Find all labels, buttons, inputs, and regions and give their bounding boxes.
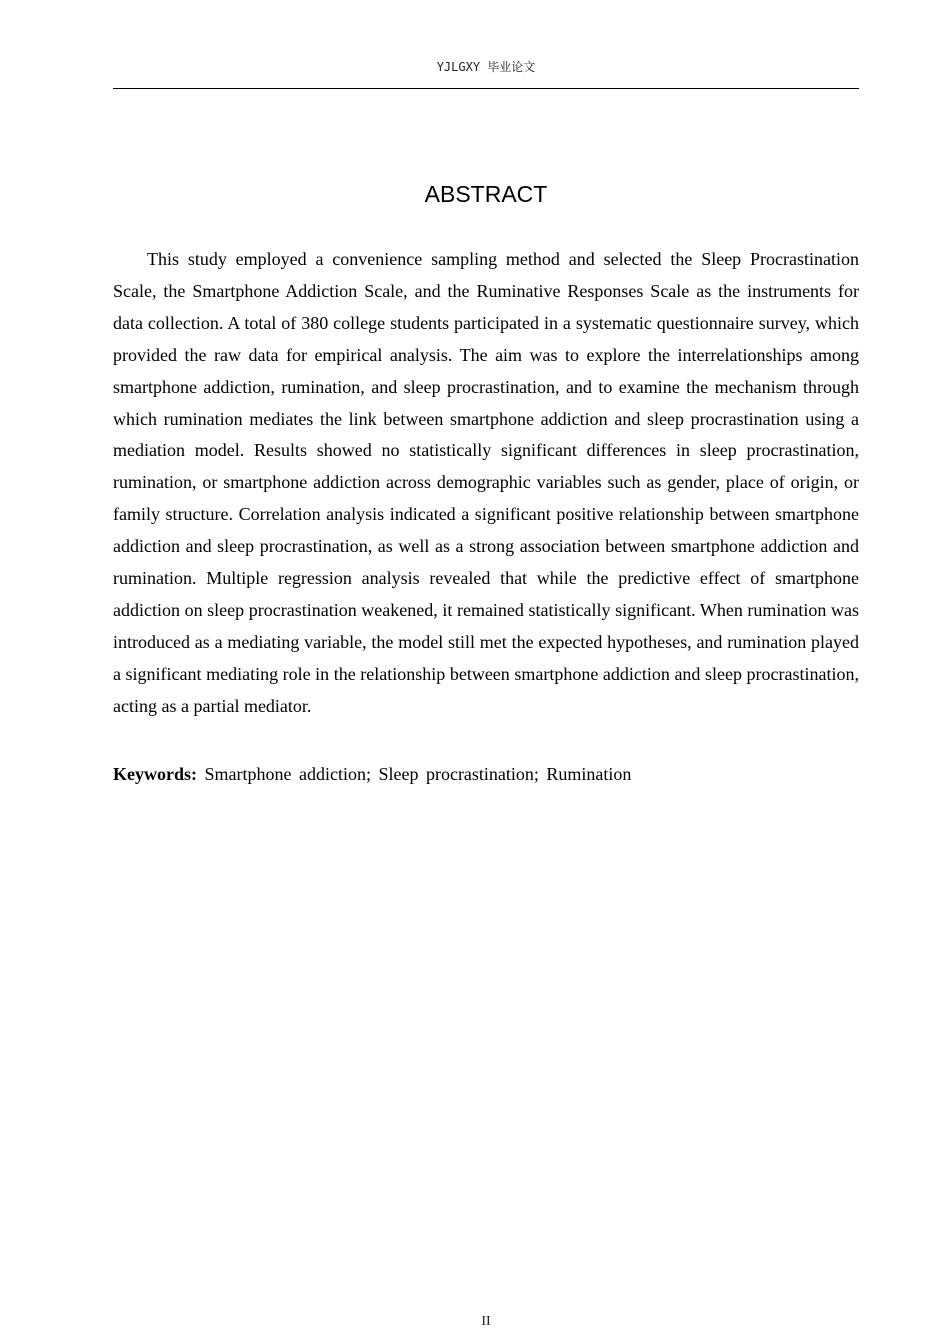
header-rule (113, 88, 859, 89)
running-header: YJLGXY 毕业论文 (436, 60, 536, 74)
keywords-text: Smartphone addiction; Sleep procrastination; Rumination (204, 764, 632, 784)
page-number: II (481, 1314, 491, 1329)
keywords-line (113, 759, 859, 789)
abstract-body: This study employed a convenience sampling method and selected the Sleep Procrastination Scale, the Smartphone Addiction Scale, and the Ruminative Responses Scale as the instruments for data collection. A total of 380 college students participated in a systematic questionnaire survey, which provided the raw data for empirical analysis. The aim was to explore the interrelationships among smartphone addiction, rumination, and sleep procrastination, and to examine the mechanism through which rumination mediates the link between smartphone addiction and sleep procrastination using a mediation model. Results showed no statistically significant differences in sleep procrastination, rumination, or smartphone addiction across demographic variables such as gender, place of origin, or family structure. Correlation analysis indicated a significant positive relationship between smartphone addiction and sleep procrastination, as well as a strong association between smartphone addiction and rumination. Multiple regression analysis revealed that while the predictive effect of smartphone addiction on sleep procrastination weakened, it remained statistically significant. When rumination was introduced as a mediating variable, the model still met the expected hypotheses, and rumination played a significant mediating role in the relationship between smartphone addiction and sleep procrastination, acting as a partial mediator. (113, 249, 859, 716)
abstract-title: ABSTRACT (424, 181, 548, 207)
keywords-label: Keywords: (113, 764, 197, 784)
